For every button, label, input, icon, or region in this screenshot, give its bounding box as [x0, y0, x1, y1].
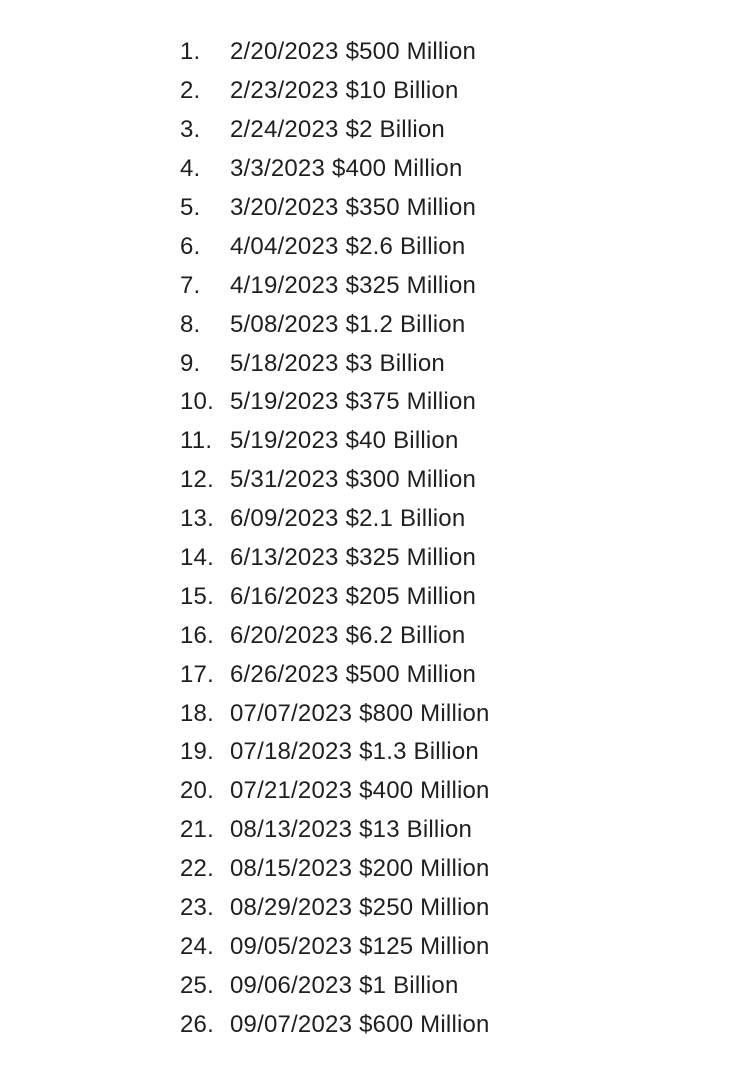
item-date: 2/23/2023 [230, 77, 339, 105]
item-number: 4. [180, 155, 201, 183]
item-number: 24. [180, 932, 214, 960]
item-date: 09/05/2023 [230, 932, 353, 960]
item-number: 18. [180, 699, 214, 727]
item-date: 2/20/2023 [230, 38, 339, 66]
list-item [180, 150, 490, 189]
item-amount: $2.1 Billion [345, 505, 466, 533]
item-number: 15. [180, 582, 214, 610]
list-item [180, 616, 490, 655]
list-item [180, 422, 490, 461]
item-number: 16. [180, 621, 214, 649]
item-amount: $500 Million [345, 38, 477, 66]
item-number: 5. [180, 194, 201, 221]
item-number: 2. [180, 77, 201, 105]
item-date: 08/29/2023 [230, 894, 353, 922]
item-amount: $325 Million [345, 271, 477, 299]
list-item [180, 111, 490, 150]
item-number: 8. [180, 310, 201, 338]
item-amount: $375 Million [345, 388, 477, 416]
item-date: 3/3/2023 [230, 155, 326, 183]
list-item [180, 72, 490, 111]
item-number: 23. [180, 894, 214, 922]
list-item [180, 577, 490, 616]
item-amount: $205 Million [345, 582, 477, 610]
item-number: 13. [180, 505, 214, 533]
list-item [180, 966, 490, 1005]
item-amount: $6.2 Billion [345, 621, 466, 649]
item-date: 6/26/2023 [230, 660, 339, 688]
list-item [180, 383, 490, 422]
item-number: 20. [180, 777, 214, 805]
list-item [180, 266, 490, 305]
list-item [180, 461, 490, 500]
item-amount: $400 Million [332, 155, 463, 183]
item-amount: $3 Billion [345, 349, 445, 377]
item-date: 4/19/2023 [230, 271, 339, 299]
item-date: 6/09/2023 [230, 505, 339, 533]
item-number: 22. [180, 855, 214, 883]
item-amount: $2 Billion [345, 116, 445, 144]
item-date: 07/07/2023 [230, 699, 353, 727]
item-amount: $13 Billion [359, 816, 473, 844]
item-amount: $800 Million [359, 699, 490, 727]
list-item [180, 189, 490, 228]
item-date: 3/20/2023 [230, 194, 339, 221]
list-item [180, 1005, 490, 1044]
item-number: 7. [180, 271, 201, 299]
list-item [180, 694, 490, 733]
item-date: 6/13/2023 [230, 544, 339, 572]
list-item [180, 305, 490, 344]
item-date: 09/06/2023 [230, 971, 353, 999]
item-number: 25. [180, 971, 214, 999]
item-number: 12. [180, 466, 214, 494]
item-amount: $250 Million [359, 894, 490, 922]
item-date: 5/19/2023 [230, 388, 339, 416]
item-date: 07/21/2023 [230, 777, 353, 805]
list-item [180, 927, 490, 966]
item-amount: $500 Million [345, 660, 477, 688]
list-item [180, 733, 490, 772]
item-number: 1. [180, 38, 201, 66]
item-amount: $1 Billion [359, 971, 459, 999]
item-amount: $200 Million [359, 855, 490, 883]
item-number: 26. [180, 1010, 214, 1038]
list-item [180, 227, 490, 266]
list-item [180, 500, 490, 539]
item-number: 9. [180, 349, 201, 377]
list-item [180, 772, 490, 811]
item-amount: $10 Billion [345, 77, 459, 105]
item-number: 14. [180, 544, 214, 572]
list-item [180, 655, 490, 694]
item-number: 10. [180, 388, 214, 416]
item-date: 5/31/2023 [230, 466, 339, 494]
item-amount: $2.6 Billion [345, 232, 466, 260]
item-date: 09/07/2023 [230, 1010, 353, 1038]
item-amount: $1.2 Billion [345, 310, 466, 338]
item-amount: $600 Million [359, 1010, 490, 1038]
item-amount: $300 Million [345, 466, 477, 494]
item-amount: $400 Million [359, 777, 490, 805]
item-amount: $125 Million [359, 932, 490, 960]
item-amount: $350 Million [345, 194, 477, 221]
list-item [180, 344, 490, 383]
item-number: 6. [180, 232, 201, 260]
item-amount: $325 Million [345, 544, 477, 572]
item-date: 5/19/2023 [230, 427, 339, 455]
item-number: 11. [180, 427, 213, 455]
item-date: 08/13/2023 [230, 816, 353, 844]
list-item [180, 850, 490, 889]
item-date: 4/04/2023 [230, 232, 339, 260]
item-date: 5/18/2023 [230, 349, 339, 377]
list-item [180, 539, 490, 578]
item-date: 08/15/2023 [230, 855, 353, 883]
item-number: 19. [180, 738, 214, 766]
item-date: 6/16/2023 [230, 582, 339, 610]
item-date: 6/20/2023 [230, 621, 339, 649]
numbered-list [180, 33, 490, 1044]
item-date: 07/18/2023 [230, 738, 353, 766]
item-date: 5/08/2023 [230, 310, 339, 338]
list-item [180, 33, 490, 72]
item-number: 21. [180, 816, 214, 844]
list-item [180, 811, 490, 850]
item-amount: $1.3 Billion [359, 738, 479, 766]
item-date: 2/24/2023 [230, 116, 339, 144]
item-number: 3. [180, 116, 201, 144]
item-number: 17. [180, 660, 214, 688]
item-amount: $40 Billion [345, 427, 459, 455]
list-item [180, 889, 490, 928]
